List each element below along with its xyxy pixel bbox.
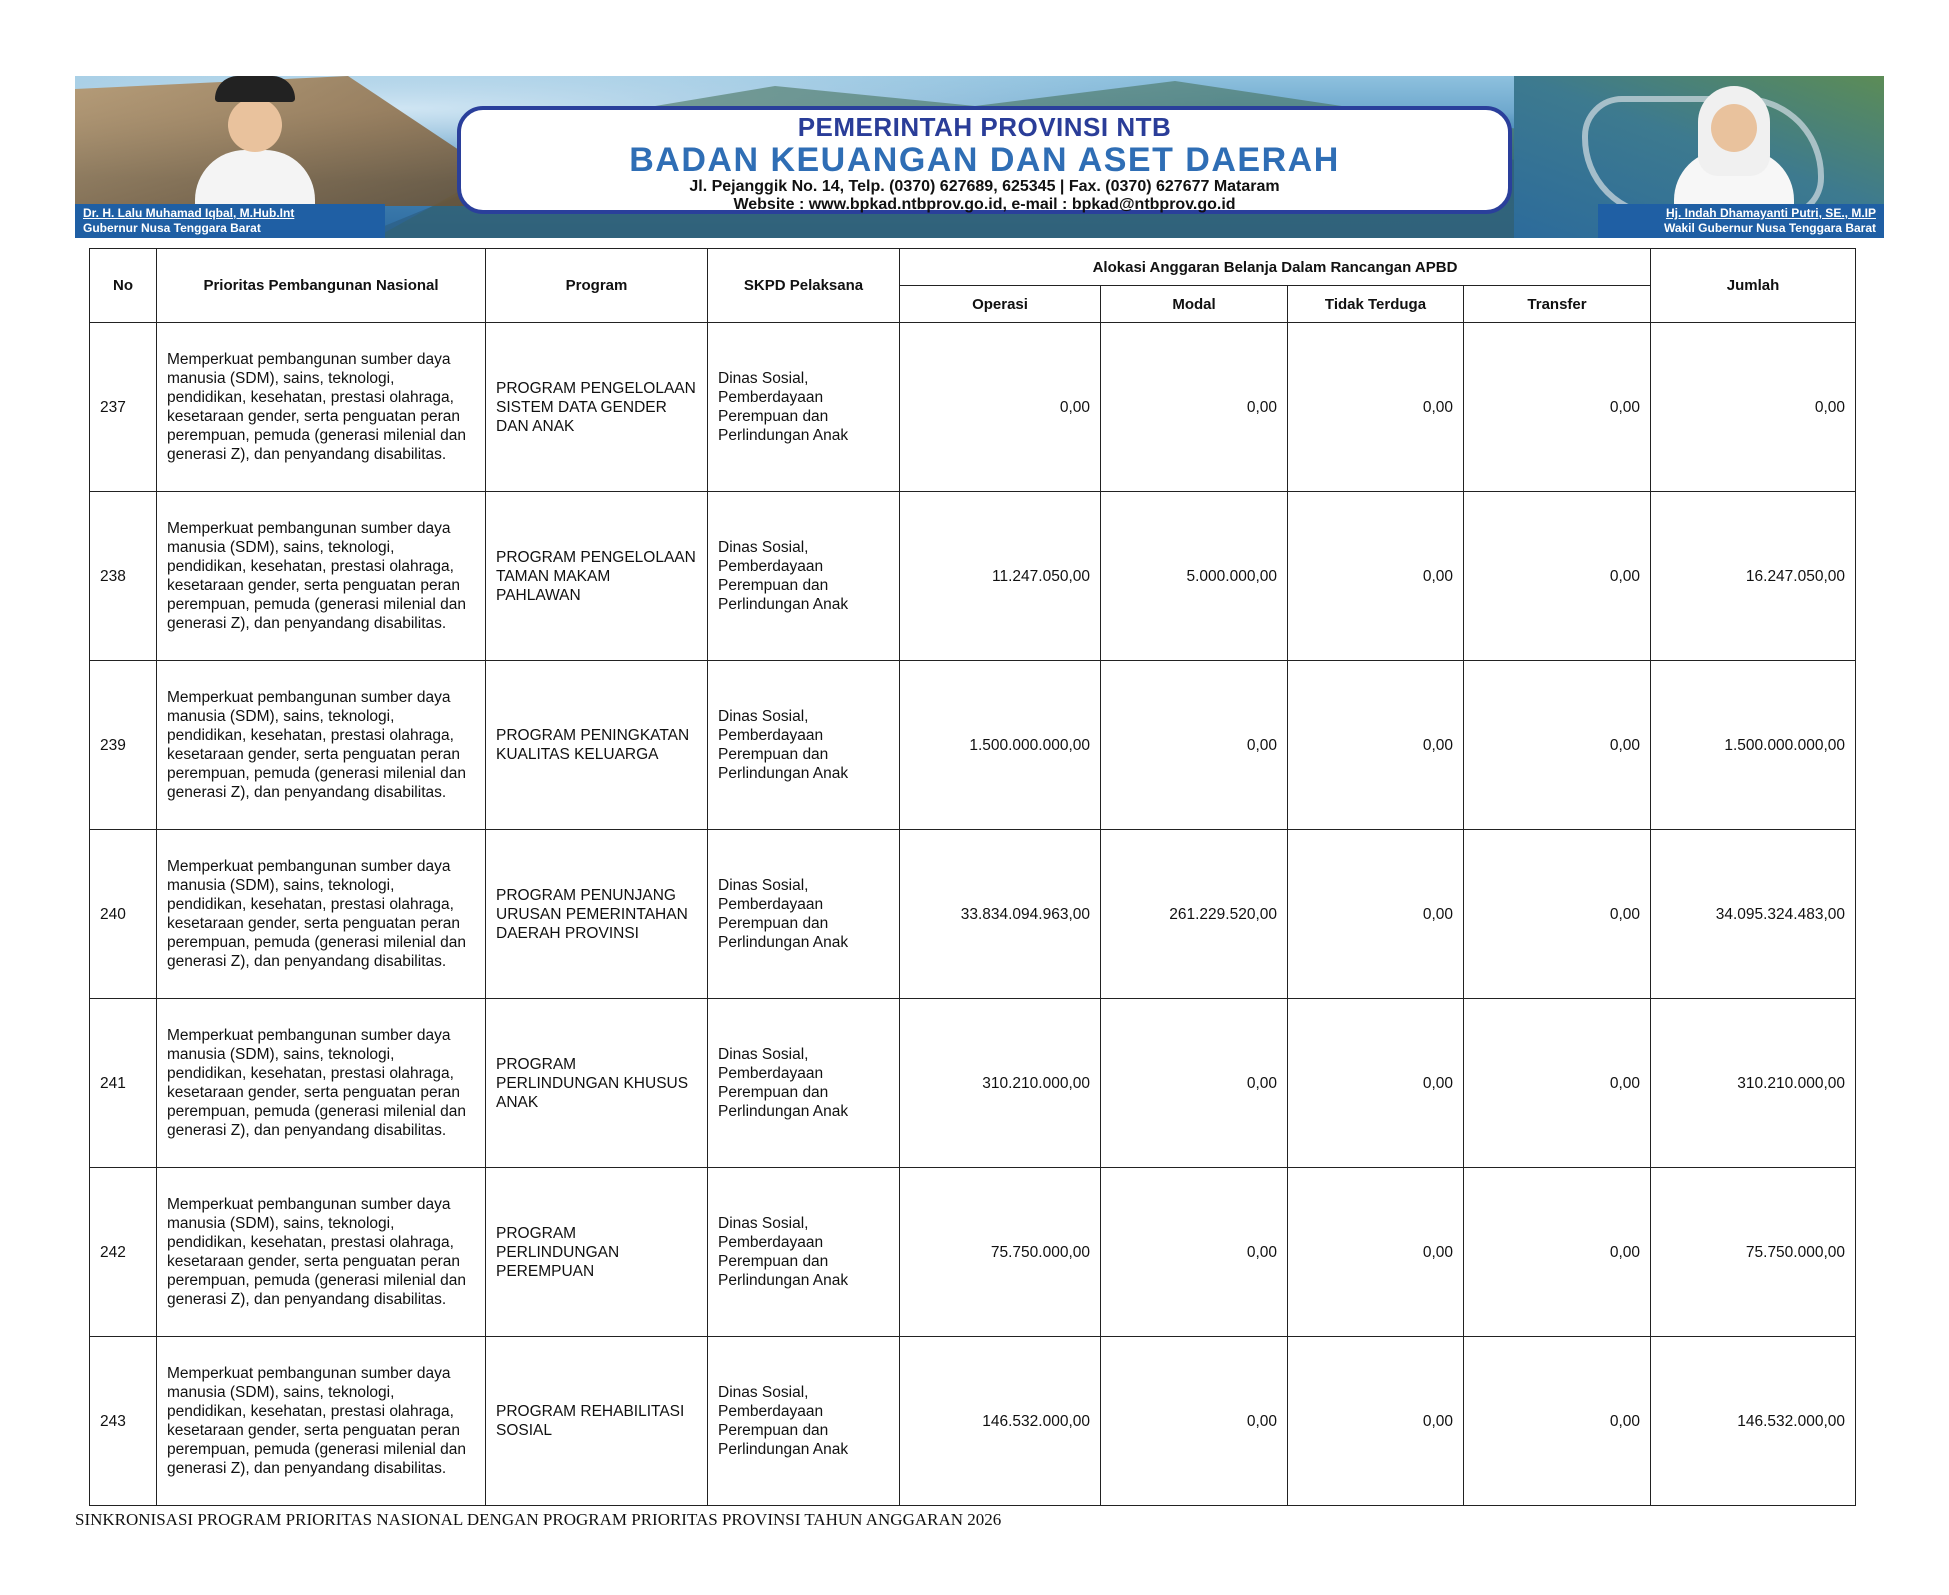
cell-program: PROGRAM PENGELOLAAN SISTEM DATA GENDER DAN ANAK bbox=[486, 323, 708, 492]
cell-operasi: 146.532.000,00 bbox=[900, 1337, 1101, 1506]
vice-governor-title: Wakil Gubernur Nusa Tenggara Barat bbox=[1663, 221, 1876, 235]
cell-tidak-terduga: 0,00 bbox=[1288, 492, 1464, 661]
cell-jumlah: 75.750.000,00 bbox=[1651, 1168, 1856, 1337]
cell-modal: 0,00 bbox=[1101, 1337, 1288, 1506]
budget-allocation-table bbox=[89, 248, 1856, 1506]
cell-transfer: 0,00 bbox=[1464, 661, 1651, 830]
cell-modal: 0,00 bbox=[1101, 999, 1288, 1168]
cell-skpd: Dinas Sosial, Pemberdayaan Perempuan dan Perlindungan Anak bbox=[708, 661, 900, 830]
cell-tidak-terduga: 0,00 bbox=[1288, 1337, 1464, 1506]
cell-transfer: 0,00 bbox=[1464, 830, 1651, 999]
cell-program: PROGRAM PENINGKATAN KUALITAS KELUARGA bbox=[486, 661, 708, 830]
table-row bbox=[90, 661, 1856, 830]
table-row bbox=[90, 1168, 1856, 1337]
cell-priority: Memperkuat pembangunan sumber daya manusia (SDM), sains, teknologi, pendidikan, kesehatan, prestasi olahraga, kesetaraan gender, serta penguatan peran perempuan, pemuda (generasi milenial dan generasi Z), dan penyandang disabilitas. bbox=[157, 323, 486, 492]
cell-priority: Memperkuat pembangunan sumber daya manusia (SDM), sains, teknologi, pendidikan, kesehatan, prestasi olahraga, kesetaraan gender, serta penguatan peran perempuan, pemuda (generasi milenial dan generasi Z), dan penyandang disabilitas. bbox=[157, 661, 486, 830]
cell-tidak-terduga: 0,00 bbox=[1288, 661, 1464, 830]
cell-priority: Memperkuat pembangunan sumber daya manusia (SDM), sains, teknologi, pendidikan, kesehatan, prestasi olahraga, kesetaraan gender, serta penguatan peran perempuan, pemuda (generasi milenial dan generasi Z), dan penyandang disabilitas. bbox=[157, 492, 486, 661]
government-name: PEMERINTAH PROVINSI NTB bbox=[797, 112, 1172, 142]
header-transfer: Transfer bbox=[1464, 286, 1651, 323]
cell-jumlah: 310.210.000,00 bbox=[1651, 999, 1856, 1168]
cell-modal: 5.000.000,00 bbox=[1101, 492, 1288, 661]
cell-skpd: Dinas Sosial, Pemberdayaan Perempuan dan Perlindungan Anak bbox=[708, 492, 900, 661]
vice-governor-portrait bbox=[1674, 76, 1794, 206]
cell-no: 242 bbox=[90, 1168, 157, 1337]
cell-operasi: 1.500.000.000,00 bbox=[900, 661, 1101, 830]
letterhead-title-box bbox=[457, 106, 1512, 214]
cell-no: 240 bbox=[90, 830, 157, 999]
cell-tidak-terduga: 0,00 bbox=[1288, 1168, 1464, 1337]
cell-program: PROGRAM PERLINDUNGAN KHUSUS ANAK bbox=[486, 999, 708, 1168]
cell-no: 237 bbox=[90, 323, 157, 492]
header-allocation-group: Alokasi Anggaran Belanja Dalam Rancangan APBD bbox=[900, 249, 1651, 286]
cell-modal: 0,00 bbox=[1101, 661, 1288, 830]
governor-portrait bbox=[195, 76, 315, 206]
cell-skpd: Dinas Sosial, Pemberdayaan Perempuan dan Perlindungan Anak bbox=[708, 1337, 900, 1506]
cell-priority: Memperkuat pembangunan sumber daya manusia (SDM), sains, teknologi, pendidikan, kesehatan, prestasi olahraga, kesetaraan gender, serta penguatan peran perempuan, pemuda (generasi milenial dan generasi Z), dan penyandang disabilitas. bbox=[157, 999, 486, 1168]
cell-jumlah: 1.500.000.000,00 bbox=[1651, 661, 1856, 830]
governor-title: Gubernur Nusa Tenggara Barat bbox=[83, 221, 261, 235]
cell-program: PROGRAM PENUNJANG URUSAN PEMERINTAHAN DAERAH PROVINSI bbox=[486, 830, 708, 999]
cell-skpd: Dinas Sosial, Pemberdayaan Perempuan dan Perlindungan Anak bbox=[708, 999, 900, 1168]
header-program: Program bbox=[486, 249, 708, 323]
cell-tidak-terduga: 0,00 bbox=[1288, 999, 1464, 1168]
agency-address: Jl. Pejanggik No. 14, Telp. (0370) 627689, 625345 | Fax. (0370) 627677 Mataram bbox=[689, 178, 1280, 195]
cell-jumlah: 146.532.000,00 bbox=[1651, 1337, 1856, 1506]
cell-program: PROGRAM PENGELOLAAN TAMAN MAKAM PAHLAWAN bbox=[486, 492, 708, 661]
cell-transfer: 0,00 bbox=[1464, 1337, 1651, 1506]
table-row bbox=[90, 830, 1856, 999]
cell-transfer: 0,00 bbox=[1464, 323, 1651, 492]
header-skpd: SKPD Pelaksana bbox=[708, 249, 900, 323]
cell-skpd: Dinas Sosial, Pemberdayaan Perempuan dan Perlindungan Anak bbox=[708, 323, 900, 492]
header-tidak-terduga: Tidak Terduga bbox=[1288, 286, 1464, 323]
cell-tidak-terduga: 0,00 bbox=[1288, 323, 1464, 492]
table-header-row bbox=[90, 249, 1856, 286]
cell-program: PROGRAM PERLINDUNGAN PEREMPUAN bbox=[486, 1168, 708, 1337]
header-jumlah: Jumlah bbox=[1651, 249, 1856, 323]
header-operasi: Operasi bbox=[900, 286, 1101, 323]
agency-website: Website : www.bpkad.ntbprov.go.id, e-mail : bpkad@ntbprov.go.id bbox=[733, 196, 1236, 213]
table-row bbox=[90, 492, 1856, 661]
letterhead-banner bbox=[75, 76, 1884, 238]
table-row bbox=[90, 323, 1856, 492]
cell-transfer: 0,00 bbox=[1464, 1168, 1651, 1337]
cell-priority: Memperkuat pembangunan sumber daya manusia (SDM), sains, teknologi, pendidikan, kesehatan, prestasi olahraga, kesetaraan gender, serta penguatan peran perempuan, pemuda (generasi milenial dan generasi Z), dan penyandang disabilitas. bbox=[157, 830, 486, 999]
header-no: No bbox=[90, 249, 157, 323]
header-priority: Prioritas Pembangunan Nasional bbox=[157, 249, 486, 323]
cell-no: 239 bbox=[90, 661, 157, 830]
cell-modal: 0,00 bbox=[1101, 323, 1288, 492]
agency-name: BADAN KEUANGAN DAN ASET DAERAH bbox=[629, 141, 1340, 179]
cell-operasi: 75.750.000,00 bbox=[900, 1168, 1101, 1337]
cell-operasi: 11.247.050,00 bbox=[900, 492, 1101, 661]
cell-skpd: Dinas Sosial, Pemberdayaan Perempuan dan Perlindungan Anak bbox=[708, 830, 900, 999]
cell-operasi: 310.210.000,00 bbox=[900, 999, 1101, 1168]
table-row bbox=[90, 1337, 1856, 1506]
cell-jumlah: 16.247.050,00 bbox=[1651, 492, 1856, 661]
cell-transfer: 0,00 bbox=[1464, 492, 1651, 661]
governor-caption bbox=[75, 204, 385, 238]
cell-priority: Memperkuat pembangunan sumber daya manusia (SDM), sains, teknologi, pendidikan, kesehatan, prestasi olahraga, kesetaraan gender, serta penguatan peran perempuan, pemuda (generasi milenial dan generasi Z), dan penyandang disabilitas. bbox=[157, 1168, 486, 1337]
vice-governor-name: Hj. Indah Dhamayanti Putri, SE., M.IP bbox=[1665, 206, 1876, 220]
table-row bbox=[90, 999, 1856, 1168]
cell-program: PROGRAM REHABILITASI SOSIAL bbox=[486, 1337, 708, 1506]
vice-governor-caption bbox=[1598, 204, 1884, 238]
cell-jumlah: 34.095.324.483,00 bbox=[1651, 830, 1856, 999]
cell-operasi: 33.834.094.963,00 bbox=[900, 830, 1101, 999]
cell-skpd: Dinas Sosial, Pemberdayaan Perempuan dan Perlindungan Anak bbox=[708, 1168, 900, 1337]
governor-name: Dr. H. Lalu Muhamad Iqbal, M.Hub.Int bbox=[83, 206, 295, 220]
cell-operasi: 0,00 bbox=[900, 323, 1101, 492]
document-footer-title: SINKRONISASI PROGRAM PRIORITAS NASIONAL DENGAN PROGRAM PRIORITAS PROVINSI TAHUN ANGGARAN 2026 bbox=[75, 1510, 1002, 1529]
cell-no: 243 bbox=[90, 1337, 157, 1506]
cell-tidak-terduga: 0,00 bbox=[1288, 830, 1464, 999]
cell-priority: Memperkuat pembangunan sumber daya manusia (SDM), sains, teknologi, pendidikan, kesehatan, prestasi olahraga, kesetaraan gender, serta penguatan peran perempuan, pemuda (generasi milenial dan generasi Z), dan penyandang disabilitas. bbox=[157, 1337, 486, 1506]
cell-modal: 0,00 bbox=[1101, 1168, 1288, 1337]
cell-no: 238 bbox=[90, 492, 157, 661]
cell-modal: 261.229.520,00 bbox=[1101, 830, 1288, 999]
cell-no: 241 bbox=[90, 999, 157, 1168]
header-modal: Modal bbox=[1101, 286, 1288, 323]
cell-transfer: 0,00 bbox=[1464, 999, 1651, 1168]
cell-jumlah: 0,00 bbox=[1651, 323, 1856, 492]
